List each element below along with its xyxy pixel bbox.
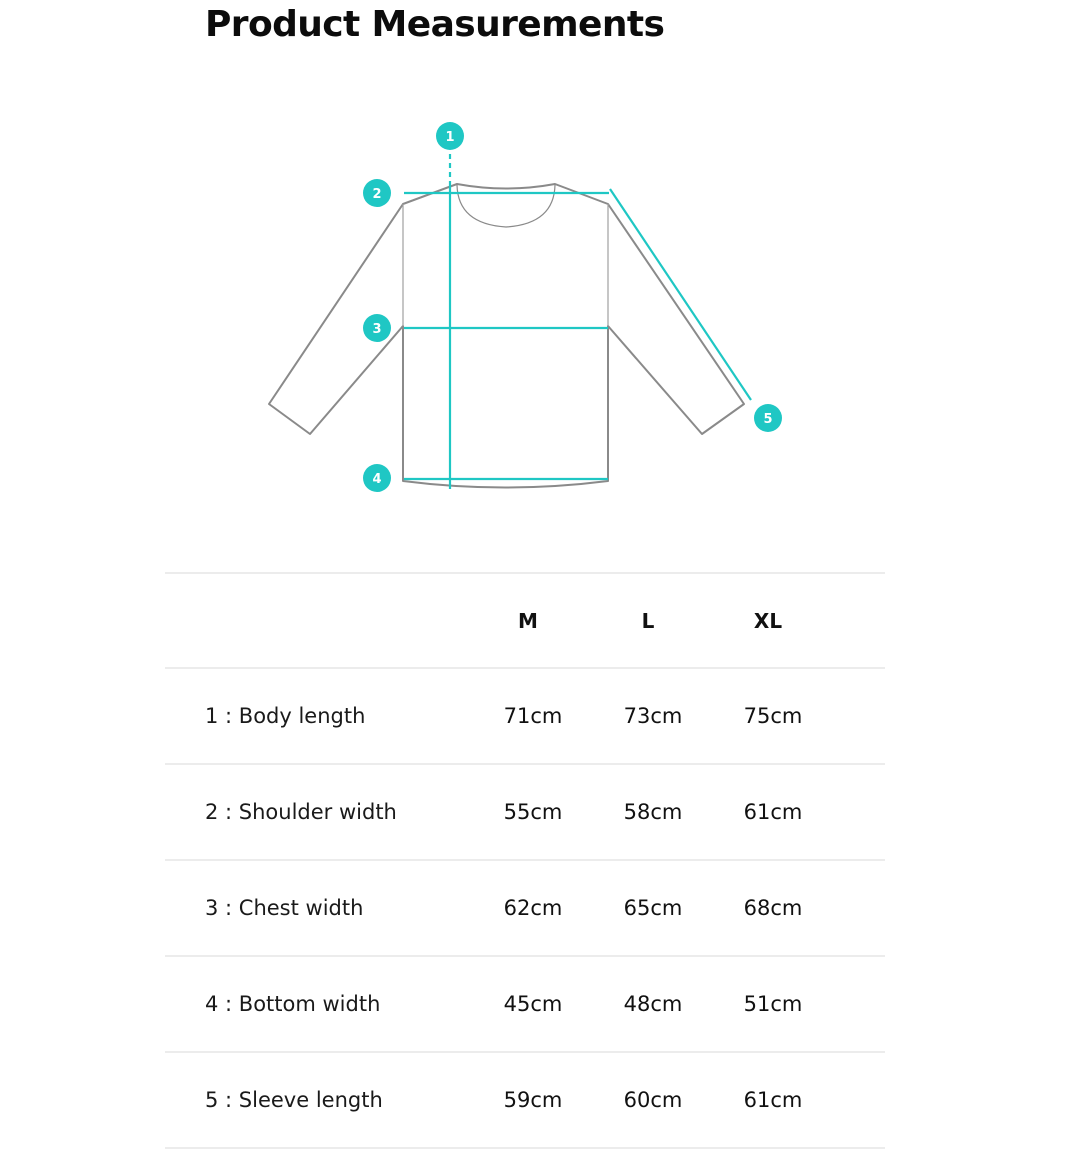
page-title: Product Measurements [205,4,665,45]
value-text: 45cm [503,992,563,1016]
size-table [165,572,885,1149]
table-row [165,956,885,1052]
size-table-container [165,572,885,1149]
header-label-cell [165,573,468,668]
collar-outline [457,185,555,227]
measurement-diagram [0,0,1076,560]
row-label-bottom-width: 4 : Bottom width [165,956,468,1052]
header-size-m: M [468,573,588,668]
value-text: 48cm [623,992,683,1016]
value-text: 71cm [503,704,563,728]
marker-5 [754,404,782,432]
value-text: 59cm [503,1088,563,1112]
marker-4-label: 4 [372,472,382,487]
header-size-xl: XL [708,573,828,668]
value-cell [708,764,828,860]
table-row [165,860,885,956]
row-label-sleeve-length: 5 : Sleeve length [165,1052,468,1148]
shirt-body-outline [269,184,744,488]
row-label-shoulder-width: 2 : Shoulder width [165,764,468,860]
value-cell [588,860,708,956]
row-spacer [828,956,885,1052]
marker-5-label: 5 [763,412,773,427]
value-text: 55cm [503,800,563,824]
value-cell [468,956,588,1052]
value-cell [468,668,588,764]
header-spacer [828,573,885,668]
table-row [165,764,885,860]
value-cell [708,860,828,956]
marker-2-label: 2 [372,187,382,202]
value-text: 73cm [623,704,683,728]
table-row [165,1052,885,1148]
marker-3 [363,314,391,342]
value-cell [708,956,828,1052]
marker-2 [363,179,391,207]
value-cell [588,668,708,764]
table-row [165,668,885,764]
row-spacer [828,860,885,956]
value-text: 61cm [743,800,803,824]
value-cell [468,1052,588,1148]
value-cell [588,1052,708,1148]
value-text: 62cm [503,896,563,920]
table-header-row [165,573,885,668]
value-cell [588,956,708,1052]
value-text: 60cm [623,1088,683,1112]
value-cell [588,764,708,860]
value-cell [468,860,588,956]
row-spacer [828,764,885,860]
sleeve-length-line [610,189,751,400]
marker-1-label: 1 [445,130,455,145]
value-text: 75cm [743,704,803,728]
header-size-l: L [588,573,708,668]
row-spacer [828,1052,885,1148]
marker-3-label: 3 [372,322,382,337]
row-spacer [828,668,885,764]
value-text: 61cm [743,1088,803,1112]
value-cell [708,1052,828,1148]
shirt-outline-icon [269,184,744,488]
row-label-chest-width: 3 : Chest width [165,860,468,956]
measurement-lines [404,154,751,489]
value-text: 51cm [743,992,803,1016]
value-cell [468,764,588,860]
row-label-body-length: 1 : Body length [165,668,468,764]
value-cell [708,668,828,764]
value-text: 58cm [623,800,683,824]
value-text: 65cm [623,896,683,920]
marker-1 [436,122,464,150]
value-text: 68cm [743,896,803,920]
marker-4 [363,464,391,492]
